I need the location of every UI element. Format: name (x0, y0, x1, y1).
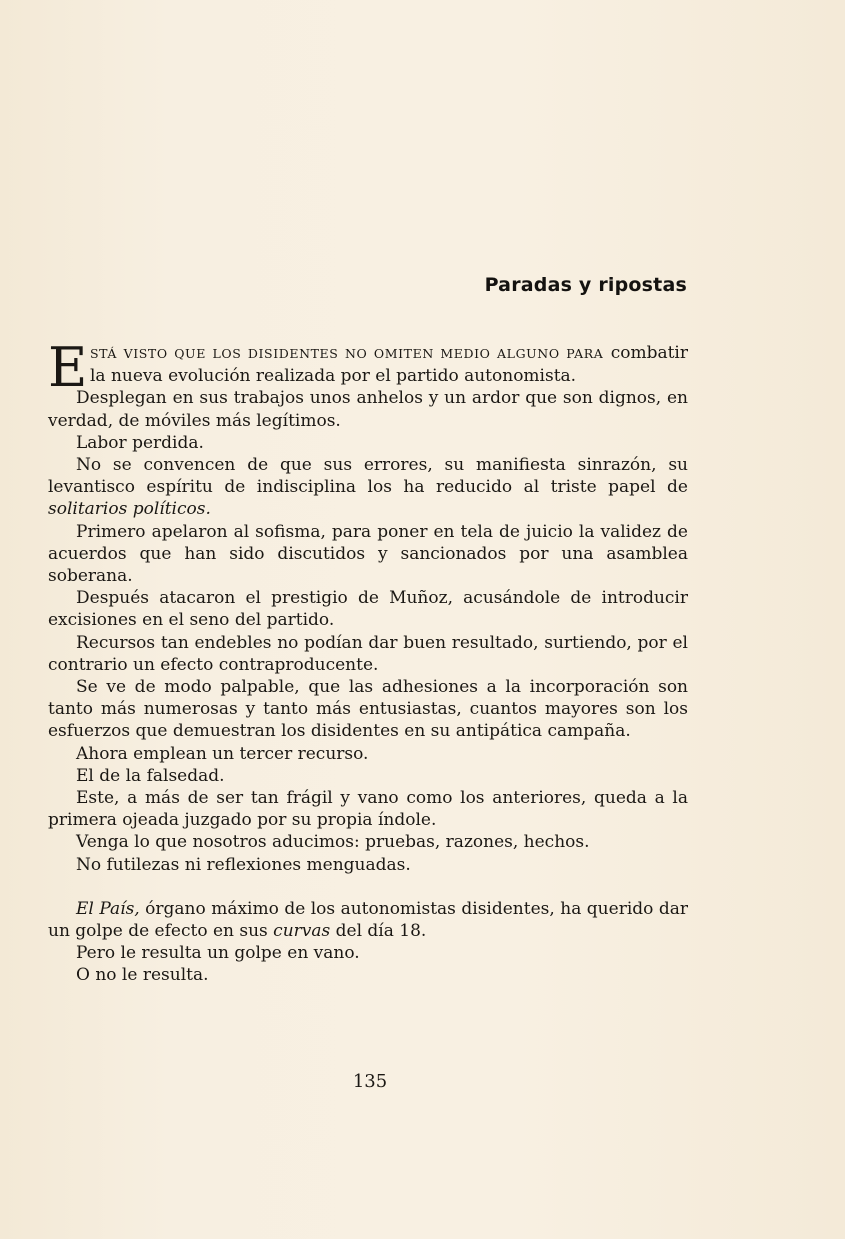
paragraph (48, 898, 688, 942)
drop-cap: E (48, 336, 88, 399)
italic-phrase: solitarios políticos. (48, 499, 211, 520)
paragraph-text: órgano máximo de los autonomistas disidentes, ha querido dar un golpe de efecto en sus (48, 898, 688, 942)
page-number: 135 (352, 1071, 388, 1092)
paragraph: Ahora emplean un tercer recurso. (76, 743, 369, 764)
paragraph: Recursos tan endebles no podían dar buen resultado, surtiendo, por el contrario un efecto contraproducente. (48, 632, 688, 675)
opening-rest: combatir la nueva evolución realizada por el partido autonomista. (90, 343, 688, 387)
italic-phrase: curvas (273, 921, 331, 942)
paragraph: Se ve de modo palpable, que las adhesiones a la incorporación son tanto más numerosas y tanto más entusiastas, cuantos mayores son los esfuerzos que demuestran los disidentes en su antipática campaña. (48, 677, 688, 742)
article-body (48, 336, 688, 987)
paragraph-text: No se convencen de que sus errores, su manifiesta sinrazón, su levantisco espíritu de indisciplina los ha reducido al triste papel de (48, 455, 688, 498)
paragraph: Venga lo que nosotros aducimos: pruebas, razones, hechos. (76, 832, 590, 853)
italic-phrase: El País, (76, 898, 140, 919)
paragraph: El de la falsedad. (76, 765, 225, 786)
paragraph-text: del día 18. (330, 921, 427, 942)
section-gap (48, 876, 688, 898)
paragraph: Desplegan en sus trabajos unos anhelos y un ardor que son dignos, en verdad, de móviles más legítimos. (48, 388, 688, 431)
paragraph: Primero apelaron al sofisma, para poner en tela de juicio la validez de acuerdos que han sido discutidos y sancionados por una asamblea soberana. (48, 521, 688, 587)
paragraph: Labor perdida. (76, 432, 204, 453)
paragraph: Pero le resulta un golpe en vano. (76, 943, 360, 964)
paragraph: Este, a más de ser tan frágil y vano como los anteriores, queda a la primera ojeada juzgado por su propia índole. (48, 788, 688, 831)
paragraph-opening (48, 336, 688, 399)
paragraph: Después atacaron el prestigio de Muñoz, acusándole de introducir excisiones en el seno del partido. (48, 588, 688, 631)
paragraph: O no le resulta. (76, 965, 209, 986)
paragraph: No futilezas ni reflexiones menguadas. (76, 854, 411, 875)
opening-smallcaps: STÁ VISTO QUE LOS DISIDENTES NO OMITEN MEDIO ALGUNO PARA (90, 346, 604, 361)
paragraph (48, 454, 688, 521)
article-title: Paradas y ripostas (484, 274, 687, 296)
